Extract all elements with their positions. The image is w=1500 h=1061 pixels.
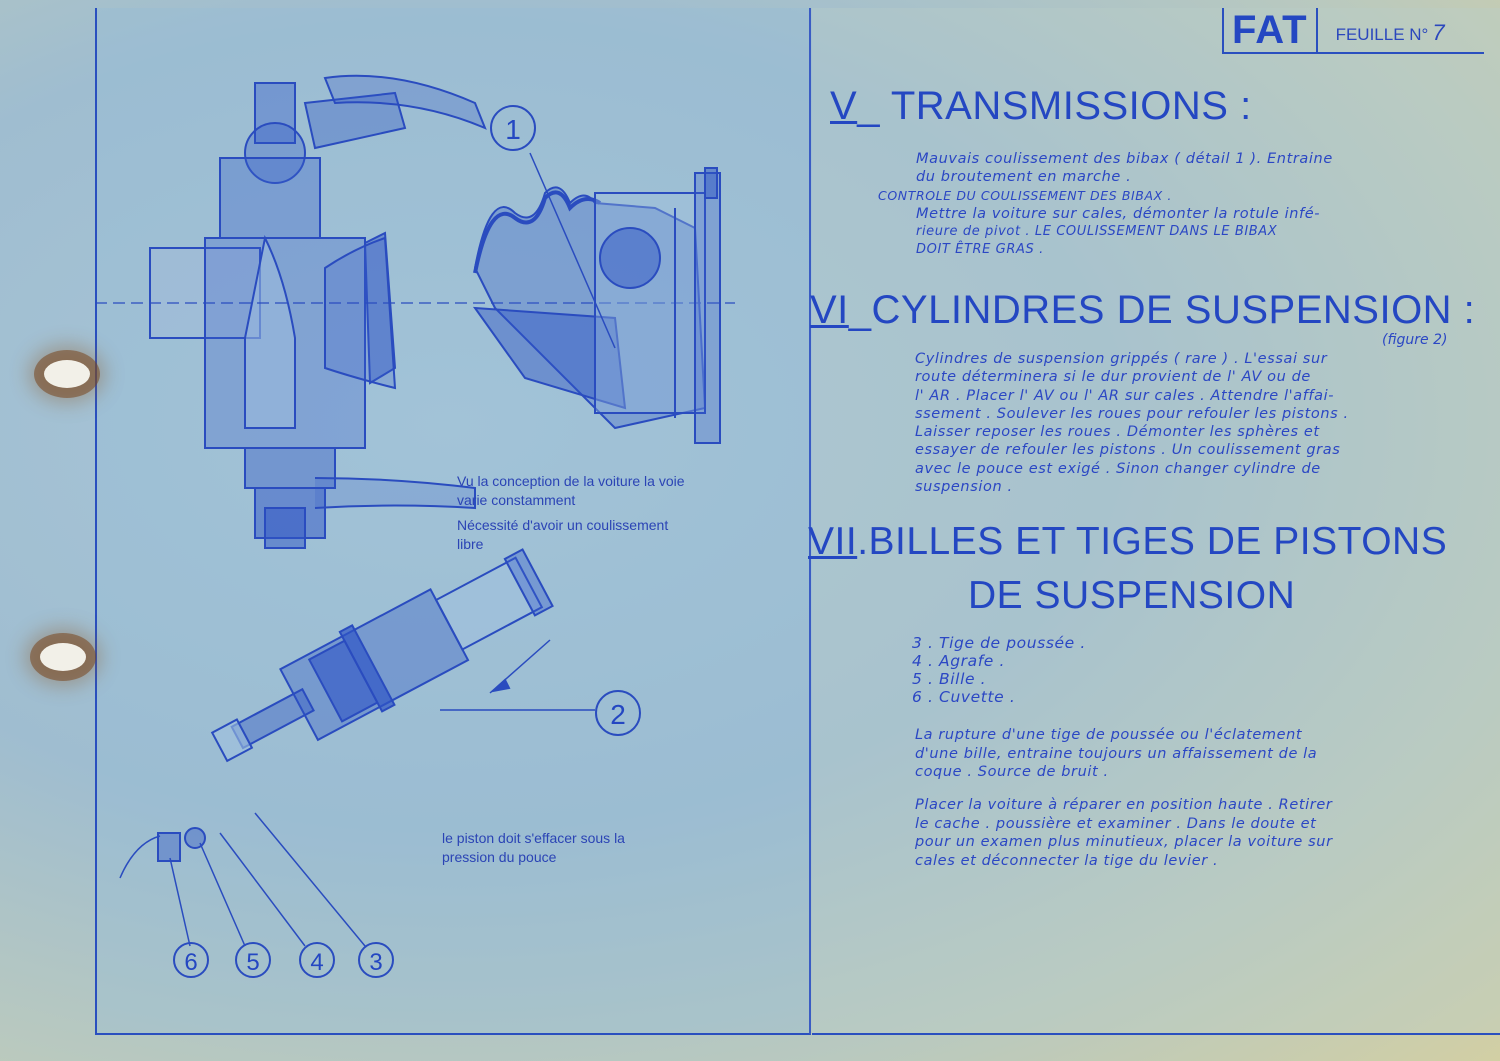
text-line: rieure de pivot . LE COULISSEMENT DANS LE BIBAX (916, 224, 1278, 240)
text-line: DOIT ÊTRE GRAS . (916, 242, 1044, 258)
section-vii-subtitle: DE SUSPENSION (968, 574, 1296, 617)
punch-hole-bottom (40, 643, 86, 671)
text-line: Laisser reposer les roues . Démonter les sphères et (915, 424, 1320, 441)
sheet-header (1222, 8, 1484, 54)
sheet-number: 7 (1432, 20, 1445, 45)
caption-line: pression du pouce (442, 849, 557, 865)
text-line: La rupture d'une tige de poussée ou l'éclatement (915, 727, 1303, 743)
parts-list-item: 5 . Bille . (912, 670, 987, 688)
parts-list (912, 634, 1086, 706)
parts-list-item: 3 . Tige de poussée . (912, 634, 1086, 652)
caption-line: le piston doit s'effacer sous la (442, 830, 625, 846)
text-line: Placer la voiture à réparer en position haute . Retirer (915, 797, 1333, 813)
caption-line: libre (457, 536, 484, 552)
section-v-text (878, 150, 1333, 260)
text-line: CONTROLE DU COULISSEMENT DES BIBAX . (878, 187, 1172, 203)
text-line: avec le pouce est exigé . Sinon changer cylindre de (915, 460, 1321, 477)
caption-piston (442, 829, 625, 867)
text-line: Cylindres de suspension grippés ( rare ) . L'essai sur (915, 351, 1328, 367)
text-line: essayer de refouler les pistons . Un coulissement gras (915, 442, 1341, 459)
section-v-title: _ TRANSMISSIONS : (857, 84, 1252, 128)
section-vii-para2 (915, 796, 1333, 870)
callout-1: 1 (505, 114, 521, 145)
text-line: cales et déconnecter la tige du levier . (915, 852, 1219, 869)
section-vi-title: _CYLINDRES DE SUSPENSION : (848, 288, 1476, 332)
text-line: pour un examen plus minutieux, placer la voiture sur (915, 834, 1333, 850)
callout-3: 3 (369, 949, 383, 976)
caption-sliding (457, 472, 685, 554)
callout-4: 4 (310, 949, 324, 976)
text-line: d'une bille, entraine toujours un affaissement de la (915, 745, 1318, 762)
callout-2: 2 (610, 699, 626, 730)
parts-list-item: 4 . Agrafe . (912, 652, 1006, 670)
caption-line: Vu la conception de la voiture la voie (457, 473, 685, 489)
section-v-numeral: V (830, 84, 858, 128)
parts-list-item: 6 . Cuvette . (912, 688, 1016, 706)
brand-logo: FAT (1222, 8, 1318, 54)
caption-line: varie constamment (457, 492, 576, 508)
section-vi-numeral: VI (810, 288, 849, 332)
callout-6: 6 (184, 949, 198, 976)
section-vii-title: .BILLES ET TIGES DE PISTONS (857, 520, 1448, 563)
section-vi-text (915, 350, 1349, 496)
section-vii-numeral: VII (808, 520, 858, 563)
text-line: ssement . Soulever les roues pour refouler les pistons . (915, 405, 1349, 422)
text-line: Mettre la voiture sur cales, démonter la rotule infé- (916, 205, 1321, 222)
text-line: route déterminera si le dur provient de l' AV ou de (915, 369, 1311, 386)
section-v-heading (830, 84, 1252, 129)
text-line: le cache . poussière et examiner . Dans le doute et (915, 815, 1317, 832)
callout-5: 5 (246, 949, 260, 976)
figure-ref: (figure 2) (1382, 332, 1448, 348)
text-line: du broutement en marche . (916, 169, 1132, 186)
sheet-label-text: FEUILLE N° (1335, 25, 1429, 44)
section-vi-heading (810, 288, 1475, 333)
text-line: suspension . (915, 479, 1013, 496)
text-line: coque . Source de bruit . (915, 764, 1109, 780)
section-vii-para1 (915, 726, 1317, 782)
suspension-drawing (95, 8, 807, 1033)
caption-line: Nécessité d'avoir un coulissement (457, 517, 669, 533)
punch-hole-top (44, 360, 90, 388)
text-line: Mauvais coulissement des bibax ( détail 1 ). Entraine (916, 151, 1333, 167)
text-line: l' AR . Placer l' AV ou l' AR sur cales . Attendre l'affai- (915, 387, 1335, 404)
sheet-label (1318, 8, 1484, 54)
section-vii-heading (808, 520, 1447, 564)
